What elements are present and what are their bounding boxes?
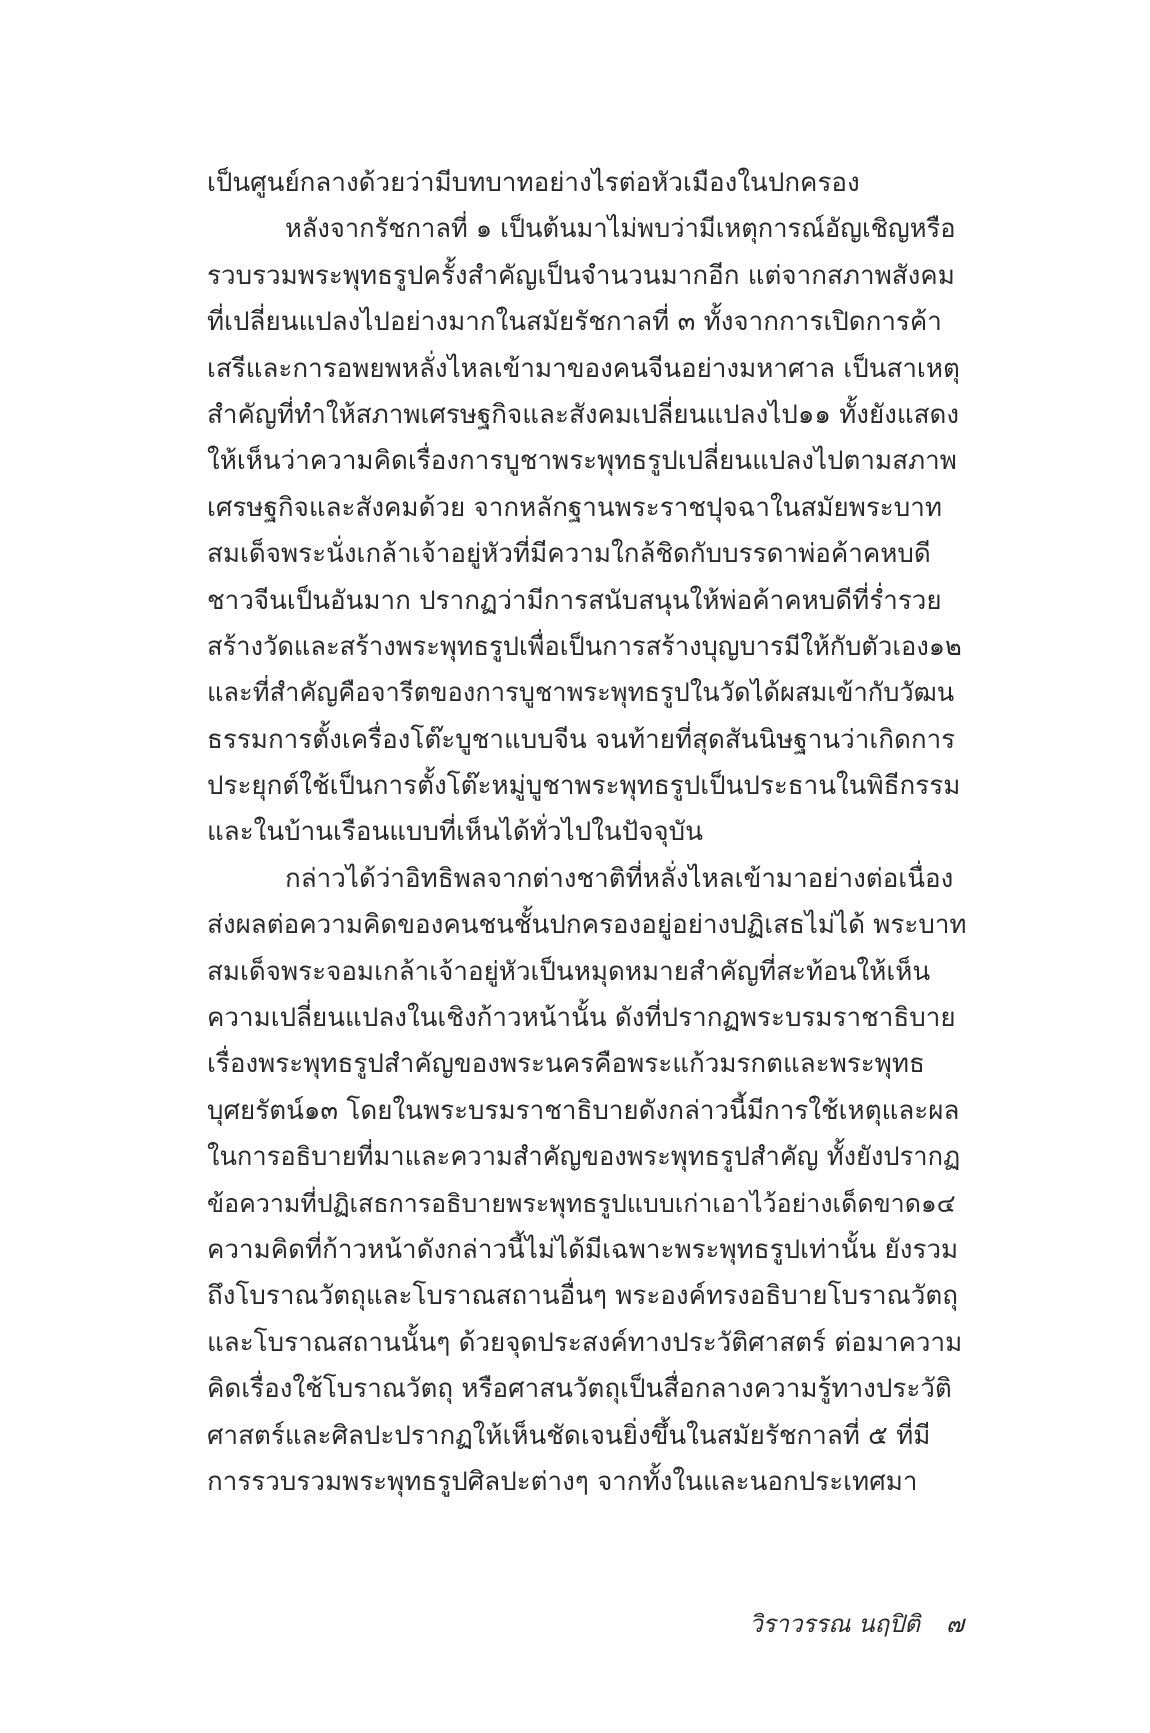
text-line: ในการอธิบายที่มาและความสำคัญของพระพุทธรูปสำคัญ ทั้งยังปรากฏ — [207, 1142, 961, 1173]
text-line: สมเด็จพระนั่งเกล้าเจ้าอยู่หัวที่มีความใกล้ชิดกับบรรดาพ่อค้าคหบดี — [207, 539, 931, 570]
text-line: การรวบรวมพระพุทธรูปศิลปะต่างๆ จากทั้งในและนอกประเทศมา — [207, 1466, 918, 1497]
text-line: เป็นศูนย์กลางด้วยว่ามีบทบาทอย่างไรต่อหัวเมืองในปกครอง — [207, 168, 860, 198]
text-line: สมเด็จพระจอมเกล้าเจ้าอยู่หัวเป็นหมุดหมายสำคัญที่สะท้อนให้เห็น — [207, 956, 931, 987]
text-line: สร้างวัดและสร้างพระพุทธรูปเพื่อเป็นการสร้างบุญบารมีให้กับตัวเอง๑๒ — [207, 631, 962, 662]
text-line: ให้เห็นว่าความคิดเรื่องการบูชาพระพุทธรูปเปลี่ยนแปลงไปตามสภาพ — [207, 446, 957, 477]
text-line: บุศยรัตน์๑๓ โดยในพระบรมราชาธิบายดังกล่าวนี้มีการใช้เหตุและผล — [207, 1095, 960, 1126]
text-line: ข้อความที่ปฏิเสธการอธิบายพระพุทธรูปแบบเก่าเอาไว้อย่างเด็ดขาด๑๔ — [207, 1188, 956, 1218]
text-line: ชาวจีนเป็นอันมาก ปรากฏว่ามีการสนับสนุนให้พ่อค้าคหบดีที่ร่ำรวย — [207, 585, 942, 616]
text-line: ธรรมการตั้งเครื่องโต๊ะบูชาแบบจีน จนท้ายที่สุดสันนิษฐานว่าเกิดการ — [207, 724, 956, 755]
text-line: และในบ้านเรือนแบบที่เห็นได้ทั่วไปในปัจจุบัน — [207, 817, 703, 848]
text-line: ศาสตร์และศิลปะปรากฏให้เห็นชัดเจนยิ่งขึ้นในสมัยรัชกาลที่ ๕ ที่มี — [207, 1420, 931, 1451]
text-line: ที่เปลี่ยนแปลงไปอย่างมากในสมัยรัชกาลที่ ๓ ทั้งจากการเปิดการค้า — [207, 307, 942, 338]
text-line: เสรีและการอพยพหลั่งไหลเข้ามาของคนจีนอย่างมหาศาล เป็นสาเหตุ — [207, 353, 960, 384]
body-text — [207, 160, 967, 1505]
text-line: ถึงโบราณวัตถุและโบราณสถานอื่นๆ พระองค์ทรงอธิบายโบราณวัตถุ — [207, 1281, 959, 1312]
text-line: ความเปลี่ยนแปลงในเชิงก้าวหน้านั้น ดังที่ปรากฏพระบรมราชาธิบาย — [207, 1003, 956, 1034]
text-line: กล่าวได้ว่าอิทธิพลจากต่างชาติที่หลั่งไหลเข้ามาอย่างต่อเนื่อง — [285, 863, 954, 894]
text-line: และที่สำคัญคือจารีตของการบูชาพระพุทธรูปในวัดได้ผสมเข้ากับวัฒน — [207, 678, 955, 709]
text-line: หลังจากรัชกาลที่ ๑ เป็นต้นมาไม่พบว่ามีเหตุการณ์อัญเชิญหรือ — [285, 214, 956, 245]
text-line: ความคิดที่ก้าวหน้าดังกล่าวนี้ไม่ได้มีเฉพาะพระพุทธรูปเท่านั้น ยังรวม — [207, 1234, 959, 1265]
text-line: และโบราณสถานนั้นๆ ด้วยจุดประสงค์ทางประวัติศาสตร์ ต่อมาความ — [207, 1327, 963, 1358]
text-line: เศรษฐกิจและสังคมด้วย จากหลักฐานพระราชปุจฉาในสมัยพระบาท — [207, 492, 943, 523]
page-number: ๗ — [945, 1610, 964, 1638]
running-footer-title: วิราวรรณ นฤปิติ — [749, 1610, 920, 1638]
text-line: รวบรวมพระพุทธรูปครั้งสำคัญเป็นจำนวนมากอีก แต่จากสภาพสังคม — [207, 260, 955, 291]
text-line: ส่งผลต่อความคิดของคนชนชั้นปกครองอยู่อย่างปฏิเสธไม่ได้ พระบาท — [207, 910, 967, 941]
text-line: เรื่องพระพุทธรูปสำคัญของพระนครคือพระแก้วมรกตและพระพุทธ — [207, 1049, 925, 1080]
text-line: ประยุกต์ใช้เป็นการตั้งโต๊ะหมู่บูชาพระพุทธรูปเป็นประธานในพิธีกรรม — [207, 771, 961, 802]
page-footer — [0, 1604, 964, 1644]
text-line: สำคัญที่ทำให้สภาพเศรษฐกิจและสังคมเปลี่ยนแปลงไป๑๑ ทั้งยังแสดง — [207, 399, 960, 430]
text-line: คิดเรื่องใช้โบราณวัตถุ หรือศาสนวัตถุเป็นสื่อกลางความรู้ทางประวัติ — [207, 1374, 952, 1405]
